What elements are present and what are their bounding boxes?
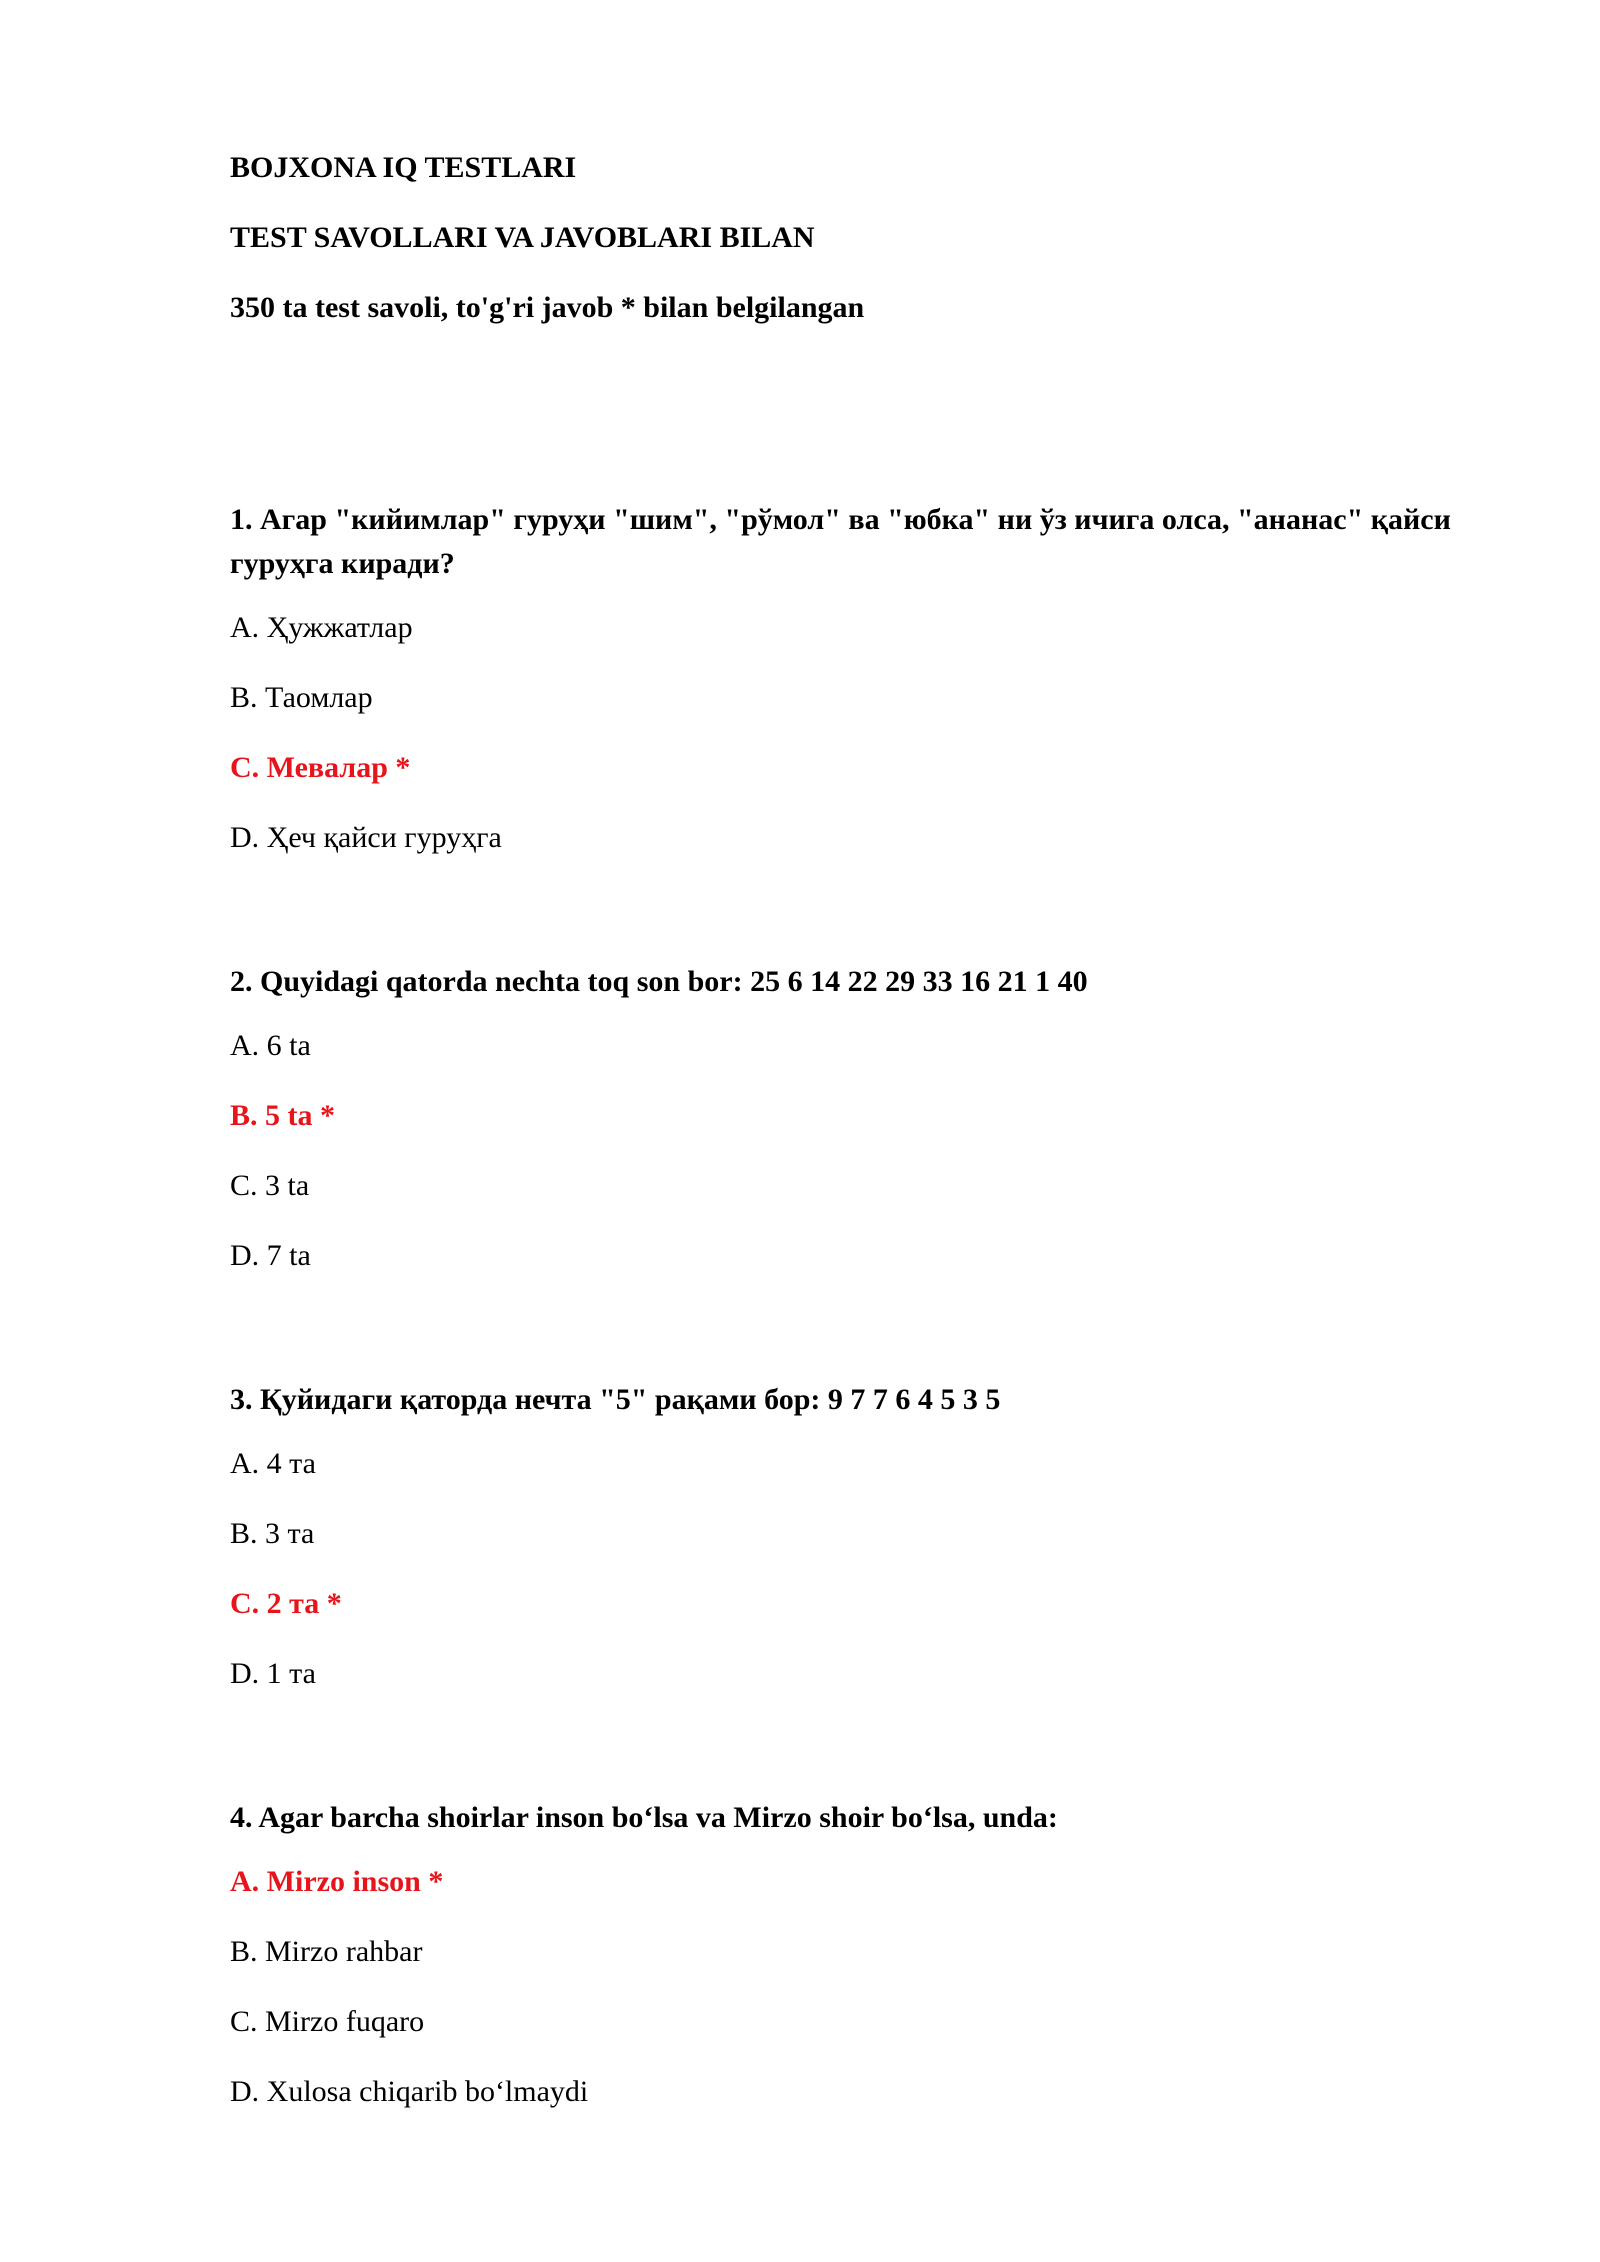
answer-option-d: D. 1 та <box>230 1657 316 1690</box>
answer-option-d: D. Ҳеч қайси гуруҳга <box>230 821 502 854</box>
answer-option-b: B. Mirzo rahbar <box>230 1935 423 1968</box>
question-text: 3. Қуйидаги қаторда нечта "5" рақами бор: 9 7 7 6 4 5 3 5 <box>230 1383 1001 1416</box>
answer-option-b: B. 5 ta * <box>230 1099 335 1132</box>
answer-option-c: C. 3 ta <box>230 1169 310 1202</box>
answer-option-c: C. Мевалар * <box>230 751 411 784</box>
answer-option-d: D. 7 ta <box>230 1239 311 1272</box>
question-text: 2. Quyidagi qatorda nechta toq son bor: 25 6 14 22 29 33 16 21 1 40 <box>230 965 1088 998</box>
header-spacer <box>230 360 1480 498</box>
document-page <box>230 150 1480 2214</box>
answer-option-a: A. 6 ta <box>230 1029 311 1062</box>
answer-option-b: B. Таомлар <box>230 681 373 714</box>
answer-option-c: C. 2 та * <box>230 1587 342 1620</box>
answer-option-a: A. 4 та <box>230 1447 316 1480</box>
question-4 <box>230 1796 1480 2110</box>
question-text: 1. Агар "кийимлар" гуруҳи "шим", "рўмол" ва "юбка" ни ўз ичига олса, "ананас" қайси гуруҳга киради? <box>230 503 1451 580</box>
answer-option-a: A. Ҳужжатлар <box>230 611 413 644</box>
answer-option-b: B. 3 та <box>230 1517 315 1550</box>
question-3 <box>230 1378 1480 1692</box>
document-title: BOJXONA IQ TESTLARI <box>230 151 577 184</box>
answer-option-d: D. Xulosa chiqarib bo‘lmaydi <box>230 2075 589 2108</box>
question-1 <box>230 498 1480 856</box>
answer-option-c: C. Mirzo fuqaro <box>230 2005 425 2038</box>
answer-option-a: A. Mirzo inson * <box>230 1865 444 1898</box>
question-2 <box>230 960 1480 1274</box>
document-subtitle: TEST SAVOLLARI VA JAVOBLARI BILAN <box>230 221 815 254</box>
document-description: 350 ta test savoli, to'g'ri javob * bilan belgilangan <box>230 291 865 324</box>
question-text: 4. Agar barcha shoirlar inson bo‘lsa va Mirzo shoir bo‘lsa, unda: <box>230 1801 1058 1834</box>
